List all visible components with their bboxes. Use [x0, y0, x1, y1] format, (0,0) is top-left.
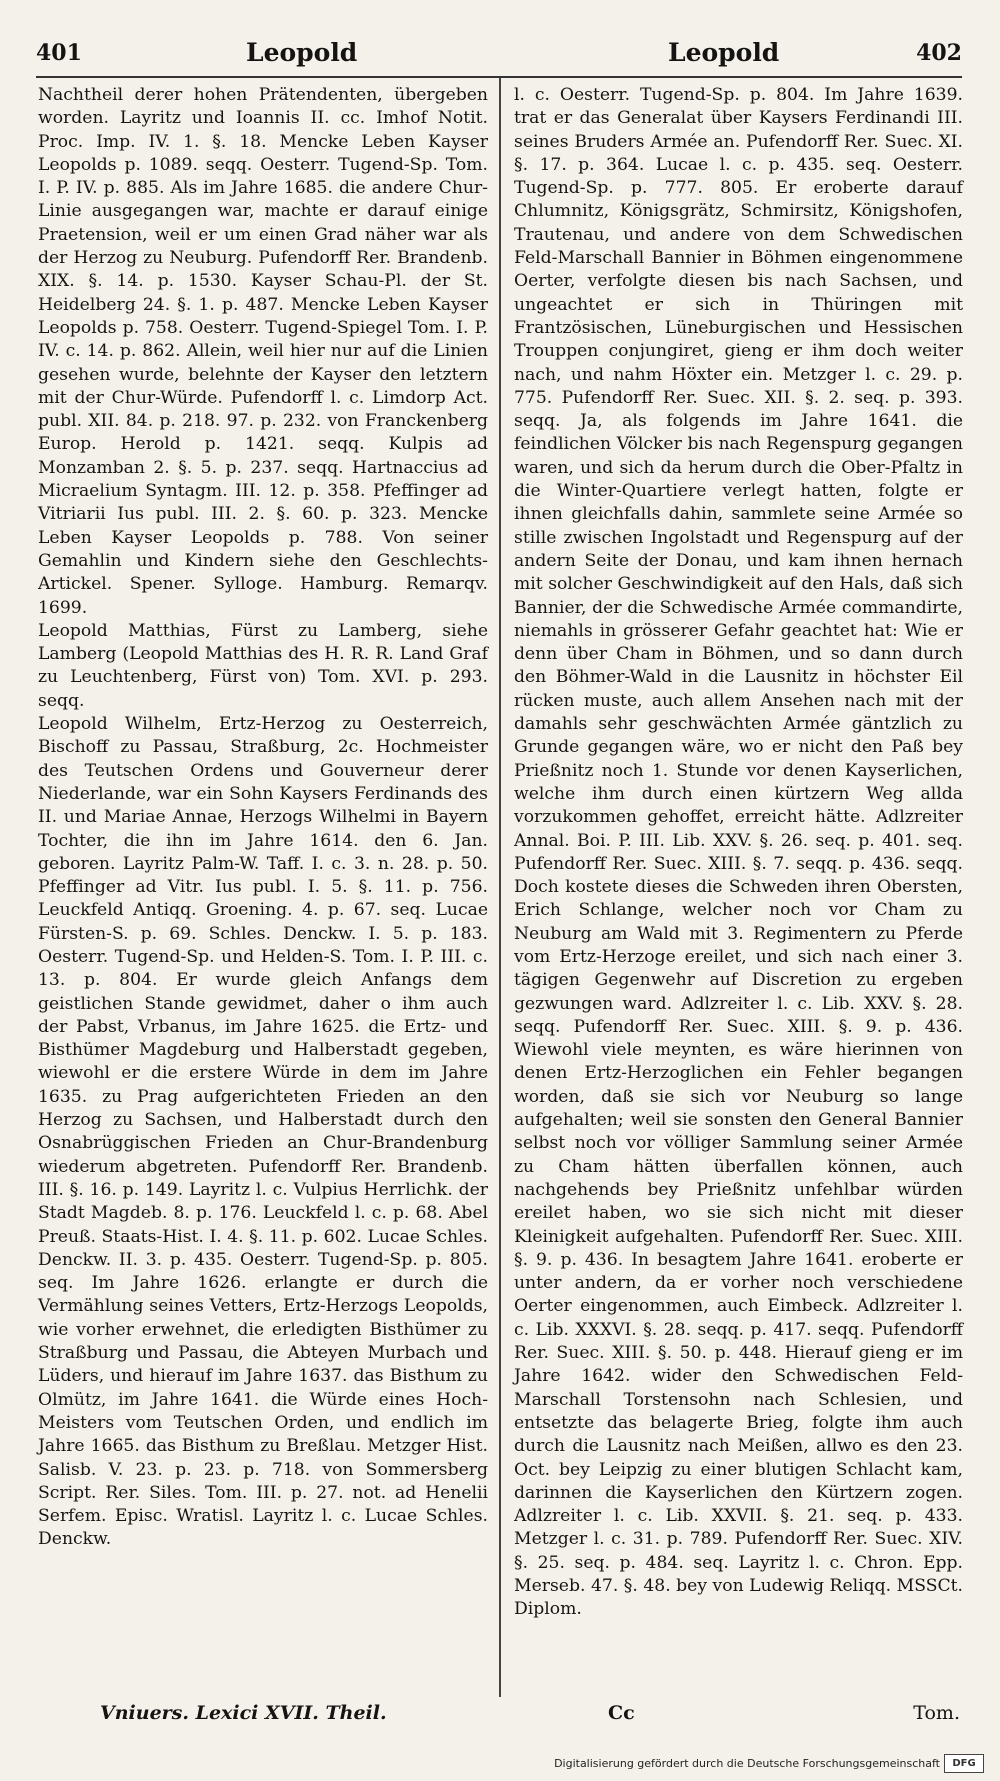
column-divider	[499, 78, 501, 1697]
left-column	[38, 84, 488, 1552]
signature-line: Vniuers. Lexici XVII. Theil.	[100, 1702, 387, 1724]
left-headword: Leopold	[246, 38, 358, 67]
digitization-credit: Digitalisierung gefördert durch die Deutsche Forschungsgemeinschaft	[554, 1757, 940, 1770]
signature-mark: Cc	[608, 1702, 635, 1724]
right-headword: Leopold	[668, 38, 780, 67]
catchword: Tom.	[913, 1702, 960, 1724]
dfg-logo: DFG	[944, 1754, 984, 1773]
page-header	[36, 40, 962, 72]
entry-paragraph: l. c. Oesterr. Tugend-Sp. p. 804. Im Jahre 1639. trat er das Generalat über Kaysers Ferdinandi III. seines Bruders Armée an. Pufendorff Rer. Suec. XI. §. 17. p. 364. Lucae l. c. p. 435. seq. Oesterr. Tugend-Sp. p. 777. 805. Er eroberte darauf Chlumnitz, Königsgrätz, Schmirsitz, Königshofen, Trautenau, und andere von dem Schwedischen Feld-Marschall Bannier in Böhmen eingenommene Oerter, verfolgte diesen bis nach Sachsen, und ungeachtet er sich in Thüringen mit Frantzösischen, Lüneburgischen und Hessischen Trouppen conjungiret, gieng er ihm doch weiter nach, und nahm Höxter ein. Metzger l. c. 29. p. 775. Pufendorff Rer. Suec. XII. §. 2. seq. p. 393. seqq. Ja, als folgends im Jahre 1641. die feindlichen Völcker bis nach Regenspurg gegangen waren, und sich da herum durch die Ober-Pfaltz in die Winter-Quartiere verlegt hatten, folgte er ihnen gleichfalls dahin, sammlete seine Armée so stille zwischen Ingolstadt und Regenspurg auf der andern Seite der Donau, und kam ihnen hernach mit solcher Geschwindigkeit auf den Hals, daß sich Bannier, der die Schwedische Armée commandirte, niemahls in grösserer Gefahr geachtet hat: Wie er denn über Cham in Böhmen, und so dann durch den Böhmer-Wald in die Lausnitz in höchster Eil rücken muste, auch allem Ansehen nach mit der damahls sehr geschwächten Armée gäntzlich zu Grunde gegangen wäre, wo er nicht den Paß bey Prießnitz noch 1. Stunde vor denen Kayserlichen, welche ihm durch einen kürtzern Weg allda vorzukommen gehoffet, erreicht hätte. Adlzreiter Annal. Boi. P. III. Lib. XXV. §. 26. seq. p. 401. seq. Pufendorff Rer. Suec. XIII. §. 7. seqq. p. 436. seqq. Doch kostete dieses die Schweden ihren Obersten, Erich Schlange, welcher noch vor Cham zu Neuburg am Wald mit 3. Regimentern zu Pferde vom Ertz-Herzoge ereilet, und sich nach einer 3. tägigen Gegenwehr auf Discretion zu ergeben gezwungen ward. Adlzreiter l. c. Lib. XXV. §. 28. seqq. Pufendorff Rer. Suec. XIII. §. 9. p. 436. Wiewohl viele meynten, es wäre hierinnen von denen Ertz-Herzoglichen ein Fehler begangen worden, daß sie sich vor Neuburg so lange aufgehalten; weil sie sonsten den General Bannier selbst noch vor völliger Sammlung seiner Armée zu Cham hätten überfallen können, auch nachgehends bey Prießnitz unfehlbar würden ereilet haben, wo sie sich nicht mit dieser Kleinigkeit aufgehalten. Pufendorff Rer. Suec. XIII. §. 9. p. 436. In besagtem Jahre 1641. eroberte er unter andern, da er vorher noch verschiedene Oerter eingenommen, auch Eimbeck. Adlzreiter l. c. Lib. XXXVI. §. 28. seqq. p. 417. seqq. Pufendorff Rer. Suec. XIII. §. 50. p. 448. Hierauf gieng er im Jahre 1642. wider den Schwedischen Feld-Marschall Torstensohn nach Schlesien, und entsetzte das belagerte Brieg, folgte ihm auch durch die Lausnitz nach Meißen, allwo es den 23. Oct. bey Leipzig zu einer blutigen Schlacht kam, darinnen die Kayserlichen den Kürtzern zogen. Adlzreiter l. c. Lib. XXVII. §. 21. seq. p. 433. Metzger l. c. 31. p. 789. Pufendorff Rer. Suec. XIV. §. 25. seq. p. 484. seq. Layritz l. c. Chron. Epp. Merseb. 47. §. 48. bey von Ludewig Reliqq. MSSCt. Diplom.	[514, 85, 963, 1620]
left-page-number: 401	[36, 40, 82, 66]
right-column	[514, 84, 963, 1622]
right-page-number: 402	[916, 40, 962, 66]
entry-leopold-wilhelm: Leopold Wilhelm, Ertz-Herzog zu Oesterreich, Bischoff zu Passau, Straßburg, 2c. Hochmeister des Teutschen Ordens und Gouverneur derer Niederlande, war ein Sohn Kaysers Ferdinands des II. und Mariae Annae, Herzogs Wilhelmi in Bayern Tochter, die ihn im Jahre 1614. den 6. Jan. geboren. Layritz Palm-W. Taff. I. c. 3. n. 28. p. 50. Pfeffinger ad Vitr. Ius publ. I. 5. §. 11. p. 756. Leuckfeld Antiqq. Groening. 4. p. 67. seq. Lucae Fürsten-S. p. 69. Schles. Denckw. I. 5. p. 183. Oesterr. Tugend-Sp. und Helden-S. Tom. I. P. III. c. 13. p. 804. Er wurde gleich Anfangs dem geistlichen Stande gewidmet, daher o ihm auch der Pabst, Vrbanus, im Jahre 1625. die Ertz- und Bisthümer Magdeburg und Halberstadt gegeben, wiewohl er die erstere Würde in dem im Jahre 1635. zu Prag aufgerichteten Frieden an den Herzog zu Sachsen, und Halberstadt durch den Osnabrüggischen Frieden an Chur-Brandenburg wiederum abgetreten. Pufendorff Rer. Brandenb. III. §. 16. p. 149. Layritz l. c. Vulpius Herrlichk. der Stadt Magdeb. 8. p. 176. Leuckfeld l. c. p. 68. Abel Preuß. Staats-Hist. I. 4. §. 11. p. 602. Lucae Schles. Denckw. II. 3. p. 435. Oesterr. Tugend-Sp. p. 805. seq. Im Jahre 1626. erlangte er durch die Vermählung seines Vetters, Ertz-Herzogs Leopolds, wie vorher erwehnet, die erledigten Bisthümer zu Straßburg und Passau, die Abteyen Murbach und Lüders, und hierauf im Jahre 1637. das Bisthum zu Olmütz, im Jahre 1641. die Würde eines Hoch-Meisters vom Teutschen Orden, und endlich im Jahre 1665. das Bisthum zu Breßlau. Metzger Hist. Salisb. V. 23. p. 23. p. 718. von Sommersberg Script. Rer. Siles. Tom. III. p. 27. not. ad Henelii Serfem. Episc. Wratisl. Layritz l. c. Lucae Schles. Denckw.	[38, 714, 488, 1550]
entry-paragraph: Nachtheil derer hohen Prätendenten, übergeben worden. Layritz und Ioannis II. cc. Imhof Notit. Proc. Imp. IV. 1. §. 18. Mencke Leben Kayser Leopolds p. 1089. seqq. Oesterr. Tugend-Sp. Tom. I. P. IV. p. 885. Als im Jahre 1685. die andere Chur-Linie ausgegangen war, machte er darauf einige Praetension, weil er um einen Grad näher war als der Herzog zu Neuburg. Pufendorff Rer. Brandenb. XIX. §. 14. p. 1530. Kayser Schau-Pl. der St. Heidelberg 24. §. 1. p. 487. Mencke Leben Kayser Leopolds p. 758. Oesterr. Tugend-Spiegel Tom. I. P. IV. c. 14. p. 862. Allein, weil hier nur auf die Linien gesehen wurde, belehnte der Kayser den letztern mit der Chur-Würde. Pufendorff l. c. Limdorp Act. publ. XII. 84. p. 218. 97. p. 232. von Franckenberg Europ. Herold p. 1421. seqq. Kulpis ad Monzamban 2. §. 5. p. 237. seqq. Hartnaccius ad Micraelium Syntagm. III. 12. p. 358. Pfeffinger ad Vitriarii Ius publ. III. 2. §. 60. p. 323. Mencke Leben Kayser Leopolds p. 788. Von seiner Gemahlin und Kindern siehe den Geschlechts-Artickel. Spener. Syllogе. Hamburg. Remarqv. 1699.	[38, 85, 488, 618]
entry-leopold-matthias: Leopold Matthias, Fürst zu Lamberg, siehe Lamberg (Leopold Matthias des H. R. R. Land Graf zu Leuchtenberg, Fürst von) Tom. XVI. p. 293. seqq.	[38, 620, 488, 711]
